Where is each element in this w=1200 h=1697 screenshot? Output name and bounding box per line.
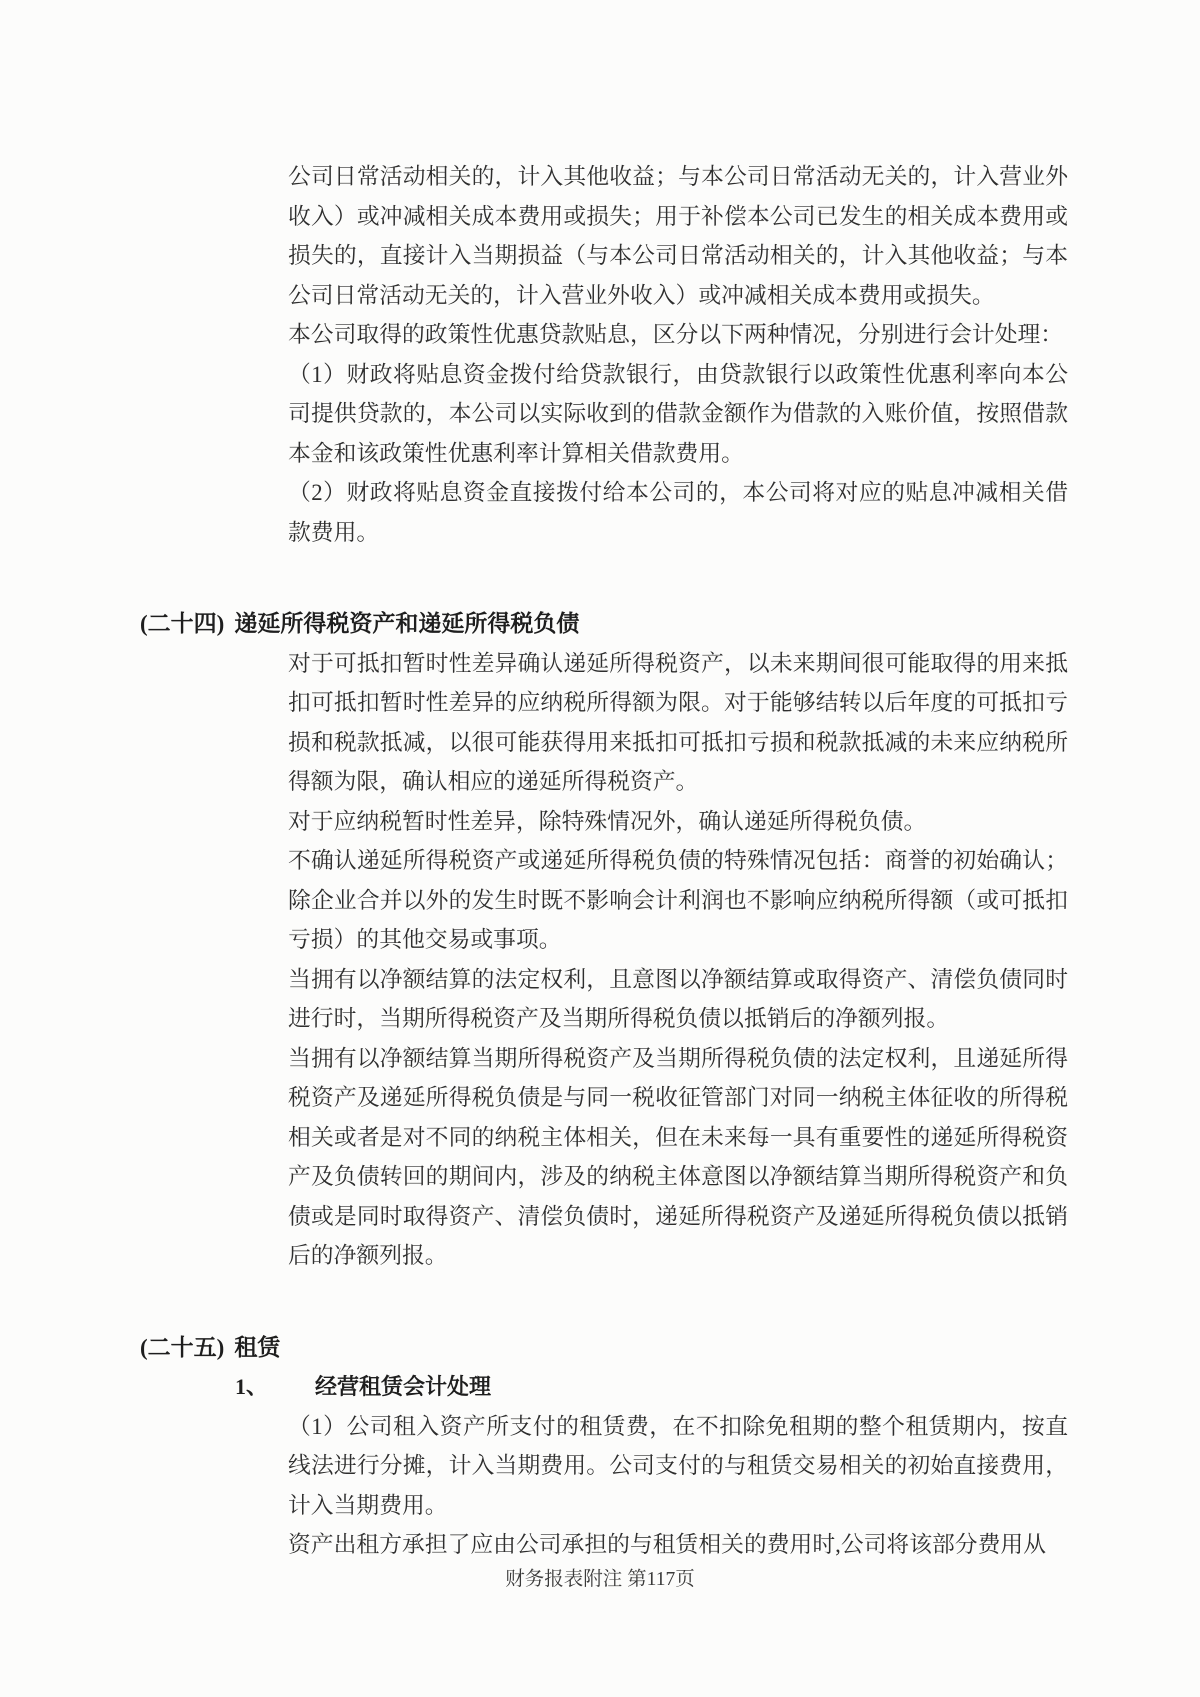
section-24-heading xyxy=(140,604,1070,644)
footer-text: 财务报表附注 第117页 xyxy=(505,1569,695,1590)
policy-discount-intro-paragraph: 本公司取得的政策性优惠贷款贴息，区分以下两种情况，分别进行会计处理： xyxy=(288,322,1064,347)
page-content xyxy=(140,157,1070,1565)
section-25-number: (二十五) xyxy=(140,1334,225,1360)
section-25-title: 租赁 xyxy=(234,1334,281,1360)
deferred-tax-asset-paragraph: 对于可抵扣暂时性差异确认递延所得税资产，以未来期间很可能取得的用来抵扣可抵扣暂时性差异的应纳税所得额为限。对于能够结转以后年度的可抵扣亏损和税款抵减，以很可能获得用来抵扣可抵扣亏损和税款抵减的未来应纳税所得额为限，确认相应的递延所得税资产。 xyxy=(288,650,1068,794)
deferred-tax-offset-paragraph: 当拥有以净额结算当期所得税资产及当期所得税负债的法定权利，且递延所得税资产及递延所得税负债是与同一税收征管部门对同一纳税主体征收的所得税相关或者是对不同的纳税主体相关，但在未来每一具有重要性的递延所得税资产及负债转回的期间内，涉及的纳税主体意图以净额结算当期所得税资产和负债或是同时取得资产、清偿负债时，递延所得税资产及递延所得税负债以抵销后的净额列报。 xyxy=(288,1045,1068,1268)
current-tax-offset-paragraph: 当拥有以净额结算的法定权利，且意图以净额结算或取得资产、清偿负债同时进行时，当期所得税资产及当期所得税负债以抵销后的净额列报。 xyxy=(288,966,1068,1031)
section-24-number: (二十四) xyxy=(140,611,225,636)
policy-discount-case2-paragraph: （2）财政将贴息资金直接拨付给本公司的，本公司将对应的贴息冲减相关借款费用。 xyxy=(288,480,1068,545)
operating-lease-paragraph-1: （1）公司租入资产所支付的租赁费，在不扣除免租期的整个租赁期内，按直线法进行分摊，计入当期费用。公司支付的与租赁交易相关的初始直接费用，计入当期费用。 xyxy=(288,1413,1068,1518)
special-cases-paragraph: 不确认递延所得税资产或递延所得税负债的特殊情况包括：商誉的初始确认；除企业合并以外的发生时既不影响会计利润也不影响应纳税所得额（或可抵扣亏损）的其他交易或事项。 xyxy=(288,848,1068,952)
subsection-1-title: 经营租赁会计处理 xyxy=(315,1374,492,1399)
subsection-1-number: 1、 xyxy=(235,1374,269,1399)
section-24-title: 递延所得税资产和递延所得税负债 xyxy=(234,611,580,636)
page-footer xyxy=(0,1565,1200,1595)
continued-paragraph: 公司日常活动相关的，计入其他收益；与本公司日常活动无关的，计入营业外收入）或冲减相关成本费用或损失；用于补偿本公司已发生的相关成本费用或损失的，直接计入当期损益（与本公司日常活动相关的，计入其他收益；与本公司日常活动无关的，计入营业外收入）或冲减相关成本费用或损失。 xyxy=(288,164,1068,308)
taxable-difference-paragraph: 对于应纳税暂时性差异，除特殊情况外，确认递延所得税负债。 xyxy=(288,808,927,834)
subsection-1-heading xyxy=(235,1367,1070,1407)
section-25-heading xyxy=(140,1328,1070,1368)
policy-discount-case1-paragraph: （1）财政将贴息资金拨付给贷款银行，由贷款银行以政策性优惠利率向本公司提供贷款的，本公司以实际收到的借款金额作为借款的入账价值，按照借款本金和该政策性优惠利率计算相关借款费用。 xyxy=(288,361,1068,466)
operating-lease-paragraph-2: 资产出租方承担了应由公司承担的与租赁相关的费用时,公司将该部分费用从 xyxy=(288,1532,1046,1557)
